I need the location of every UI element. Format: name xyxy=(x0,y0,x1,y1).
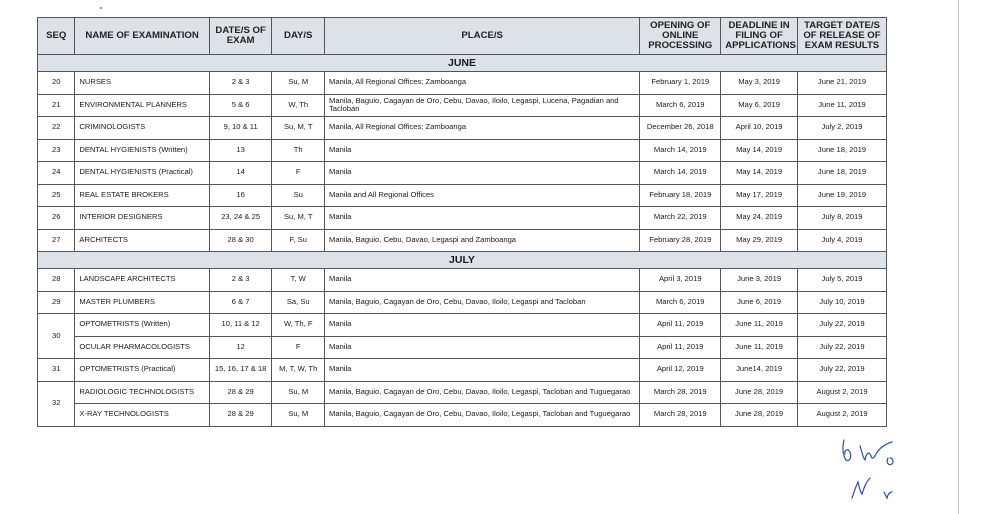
cell-date: 2 & 3 xyxy=(209,72,272,95)
cell-date: 15, 16, 17 & 18 xyxy=(209,359,272,382)
cell-target: June 11, 2019 xyxy=(798,94,887,117)
cell-deadline: June 28, 2019 xyxy=(721,381,798,404)
cell-seq: 31 xyxy=(38,359,75,382)
cell-seq: 21 xyxy=(38,94,75,117)
cell-name: DENTAL HYGIENISTS (Written) xyxy=(75,139,209,162)
cell-target: June 21, 2019 xyxy=(798,72,887,95)
cell-date: 10, 11 & 12 xyxy=(209,314,272,337)
cell-days: Su, M, T xyxy=(272,117,325,140)
cell-name: NURSES xyxy=(75,72,209,95)
cell-name: DENTAL HYGIENISTS (Practical) xyxy=(75,162,209,185)
header-deadline: DEADLINE IN FILING OF APPLICATIONS xyxy=(721,18,798,55)
cell-days: Su, M xyxy=(272,404,325,427)
cell-target: June 19, 2019 xyxy=(798,184,887,207)
table-row xyxy=(38,404,887,427)
table-row xyxy=(38,336,887,359)
cell-name: ENVIRONMENTAL PLANNERS xyxy=(75,94,209,117)
cell-deadline: June 11, 2019 xyxy=(721,336,798,359)
cell-date: 2 & 3 xyxy=(209,269,272,292)
cell-deadline: April 10, 2019 xyxy=(721,117,798,140)
cell-deadline: May 14, 2019 xyxy=(721,139,798,162)
cell-date: 23, 24 & 25 xyxy=(209,207,272,230)
table-row xyxy=(38,184,887,207)
cell-deadline: June 28, 2019 xyxy=(721,404,798,427)
cell-place: Manila, All Regional Offices; Zamboanga xyxy=(325,72,640,95)
cell-name: REAL ESTATE BROKERS xyxy=(75,184,209,207)
page-edge-line xyxy=(958,0,959,514)
header-days: DAY/S xyxy=(272,18,325,55)
cell-place: Manila xyxy=(325,162,640,185)
cell-name: RADIOLOGIC TECHNOLOGISTS xyxy=(75,381,209,404)
cell-deadline: May 14, 2019 xyxy=(721,162,798,185)
cell-place: Manila, All Regional Offices; Zamboanga xyxy=(325,117,640,140)
cell-days: F xyxy=(272,336,325,359)
cell-deadline: May 17, 2019 xyxy=(721,184,798,207)
header-place: PLACE/S xyxy=(325,18,640,55)
cell-target: July 8, 2019 xyxy=(798,207,887,230)
cell-place: Manila xyxy=(325,359,640,382)
table-row xyxy=(38,207,887,230)
cell-target: June 18, 2019 xyxy=(798,139,887,162)
table-row xyxy=(38,117,887,140)
cell-days: Su xyxy=(272,184,325,207)
cell-place: Manila xyxy=(325,269,640,292)
cell-seq: 23 xyxy=(38,139,75,162)
cell-seq: 20 xyxy=(38,72,75,95)
cell-place: Manila, Baguio, Cagayan de Oro, Cebu, Davao, Iloilo, Legaspi, Tacloban and Tuguegarao xyxy=(325,404,640,427)
cell-seq: 28 xyxy=(38,269,75,292)
cell-date: 16 xyxy=(209,184,272,207)
cell-days: Sa, Su xyxy=(272,291,325,314)
cell-deadline: June 3, 2019 xyxy=(721,269,798,292)
cell-place: Manila, Baguio, Cebu, Davao, Legaspi and Zamboanga xyxy=(325,229,640,252)
cell-days: F xyxy=(272,162,325,185)
cell-days: M, T, W, Th xyxy=(272,359,325,382)
cell-opening: April 11, 2019 xyxy=(640,336,721,359)
cell-deadline: May 24, 2019 xyxy=(721,207,798,230)
cell-date: 5 & 6 xyxy=(209,94,272,117)
cell-days: W, Th xyxy=(272,94,325,117)
cell-place: Manila, Baguio, Cagayan de Oro, Cebu, Davao, Iloilo, Legaspi, Tacloban and Tuguegarao xyxy=(325,381,640,404)
cell-opening: March 14, 2019 xyxy=(640,139,721,162)
cell-target: July 22, 2019 xyxy=(798,336,887,359)
cell-seq: 24 xyxy=(38,162,75,185)
cell-seq: 26 xyxy=(38,207,75,230)
cell-target: July 5, 2019 xyxy=(798,269,887,292)
cell-name: OCULAR PHARMACOLOGISTS xyxy=(75,336,209,359)
cell-name: LANDSCAPE ARCHITECTS xyxy=(75,269,209,292)
cell-seq: 22 xyxy=(38,117,75,140)
table-row xyxy=(38,269,887,292)
cell-opening: March 14, 2019 xyxy=(640,162,721,185)
cell-deadline: June 11, 2019 xyxy=(721,314,798,337)
table-row xyxy=(38,381,887,404)
cell-seq: 29 xyxy=(38,291,75,314)
cell-deadline: May 29, 2019 xyxy=(721,229,798,252)
cell-date: 28 & 29 xyxy=(209,381,272,404)
cell-opening: April 3, 2019 xyxy=(640,269,721,292)
cell-seq: 27 xyxy=(38,229,75,252)
cell-target: August 2, 2019 xyxy=(798,381,887,404)
cell-days: Su, M, T xyxy=(272,207,325,230)
month-row-july xyxy=(38,252,887,269)
header-date: DATE/S OF EXAM xyxy=(209,18,272,55)
cell-place: Manila xyxy=(325,139,640,162)
header-opening: OPENING OF ONLINE PROCESSING xyxy=(640,18,721,55)
cell-opening: March 28, 2019 xyxy=(640,404,721,427)
cell-opening: March 6, 2019 xyxy=(640,94,721,117)
handwritten-initials xyxy=(838,436,908,502)
month-row-june xyxy=(38,55,887,72)
month-label: JUNE xyxy=(38,55,887,72)
cell-days: T, W xyxy=(272,269,325,292)
cell-date: 6 & 7 xyxy=(209,291,272,314)
cell-seq: 30 xyxy=(38,314,75,359)
cell-opening: February 1, 2019 xyxy=(640,72,721,95)
table-row xyxy=(38,94,887,117)
header-seq: SEQ xyxy=(38,18,75,55)
cell-date: 13 xyxy=(209,139,272,162)
table-row xyxy=(38,359,887,382)
cell-target: July 22, 2019 xyxy=(798,314,887,337)
cell-target: July 2, 2019 xyxy=(798,117,887,140)
cell-date: 9, 10 & 11 xyxy=(209,117,272,140)
cell-opening: March 22, 2019 xyxy=(640,207,721,230)
cell-place: Manila xyxy=(325,336,640,359)
cell-date: 28 & 30 xyxy=(209,229,272,252)
cell-deadline: May 3, 2019 xyxy=(721,72,798,95)
header-row xyxy=(38,18,887,55)
cell-days: F, Su xyxy=(272,229,325,252)
cell-days: W, Th, F xyxy=(272,314,325,337)
cell-opening: March 6, 2019 xyxy=(640,291,721,314)
cell-deadline: June14, 2019 xyxy=(721,359,798,382)
cell-days: Su, M xyxy=(272,72,325,95)
cell-days: Th xyxy=(272,139,325,162)
table-row xyxy=(38,139,887,162)
cell-target: June 18, 2019 xyxy=(798,162,887,185)
cell-seq: 25 xyxy=(38,184,75,207)
cell-place: Manila, Baguio, Cagayan de Oro, Cebu, Davao, Iloilo, Legaspi, Lucena, Pagadian and Tacloban xyxy=(325,94,640,117)
exam-schedule-table xyxy=(37,17,887,427)
table-row xyxy=(38,291,887,314)
cell-date: 12 xyxy=(209,336,272,359)
scan-speck xyxy=(100,7,102,9)
cell-opening: December 26, 2018 xyxy=(640,117,721,140)
cell-target: July 22, 2019 xyxy=(798,359,887,382)
cell-opening: February 28, 2019 xyxy=(640,229,721,252)
cell-place: Manila xyxy=(325,314,640,337)
cell-place: Manila and All Regional Offices xyxy=(325,184,640,207)
cell-date: 28 & 29 xyxy=(209,404,272,427)
header-target: TARGET DATE/S OF RELEASE OF EXAM RESULTS xyxy=(798,18,887,55)
cell-target: July 4, 2019 xyxy=(798,229,887,252)
cell-place: Manila, Baguio, Cagayan de Oro, Cebu, Davao, Iloilo, Legaspi and Tacloban xyxy=(325,291,640,314)
cell-name: MASTER PLUMBERS xyxy=(75,291,209,314)
cell-opening: April 12, 2019 xyxy=(640,359,721,382)
cell-place: Manila xyxy=(325,207,640,230)
cell-seq: 32 xyxy=(38,381,75,426)
table-row xyxy=(38,229,887,252)
cell-name: X-RAY TECHNOLOGISTS xyxy=(75,404,209,427)
cell-opening: April 11, 2019 xyxy=(640,314,721,337)
cell-name: CRIMINOLOGISTS xyxy=(75,117,209,140)
cell-date: 14 xyxy=(209,162,272,185)
table-row xyxy=(38,314,887,337)
cell-name: OPTOMETRISTS (Written) xyxy=(75,314,209,337)
cell-opening: February 18, 2019 xyxy=(640,184,721,207)
cell-name: INTERIOR DESIGNERS xyxy=(75,207,209,230)
cell-target: July 10, 2019 xyxy=(798,291,887,314)
header-name: NAME OF EXAMINATION xyxy=(75,18,209,55)
cell-target: August 2, 2019 xyxy=(798,404,887,427)
month-label: JULY xyxy=(38,252,887,269)
cell-name: OPTOMETRISTS (Practical) xyxy=(75,359,209,382)
table-row xyxy=(38,72,887,95)
cell-days: Su, M xyxy=(272,381,325,404)
cell-deadline: May 6, 2019 xyxy=(721,94,798,117)
cell-opening: March 28, 2019 xyxy=(640,381,721,404)
table-row xyxy=(38,162,887,185)
cell-name: ARCHITECTS xyxy=(75,229,209,252)
cell-deadline: June 6, 2019 xyxy=(721,291,798,314)
